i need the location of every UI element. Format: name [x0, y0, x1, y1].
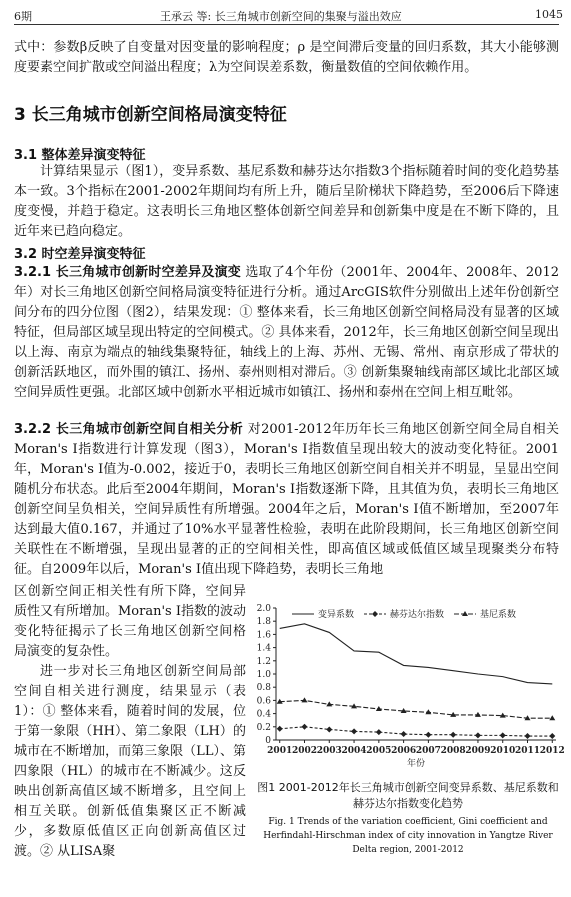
legend-label-2: 赫芬达尔指数 [390, 610, 445, 620]
figure-1-chart [252, 596, 564, 780]
x-tick-label: 2009 [465, 746, 491, 756]
series-point-diamond [326, 726, 332, 732]
page-number: 1045 [535, 8, 563, 21]
y-tick-label: 1.8 [256, 617, 271, 628]
y-tick-label: 1.4 [256, 643, 271, 654]
y-tick-label: 0.4 [256, 709, 271, 720]
y-tick-label: 0.6 [256, 696, 271, 707]
y-tick-label: 0 [265, 736, 271, 746]
x-tick-label: 2006 [391, 746, 417, 756]
series-point-diamond [525, 733, 531, 739]
y-tick-label: 1.6 [256, 630, 271, 641]
section-3-heading: 3 长三角城市创新空间格局演变特征 [14, 105, 287, 125]
series-point-diamond [450, 732, 456, 738]
running-title: 王承云 等: 长三角城市创新空间的集聚与溢出效应 [160, 10, 402, 23]
legend-marker-diamond [372, 611, 378, 617]
figure-1-caption-en: Fig. 1 Trends of the variation coefficient, Gini coefficient and Herfindahl-Hirschman index of city innovation in Yangtze River Delta region, 2001-2012 [263, 817, 553, 855]
section-3-2-1-block [14, 263, 559, 403]
x-tick-label: 2004 [341, 746, 367, 756]
x-tick-label: 2001 [267, 746, 293, 756]
x-tick-label: 2012 [539, 746, 564, 756]
x-tick-label: 2011 [514, 746, 541, 756]
y-tick-label: 2.0 [256, 604, 271, 614]
x-tick-label: 2003 [316, 746, 342, 756]
section-3-2-1-paragraph: 选取了4个年份（2001年、2004年、2008年、2012年）对长三角地区创新空间格局演变特征进行分析。通过ArcGIS软件分别做出上述年份创新空间分布的四分位图（图2），结果发现：① 整体来看，长三角地区创新空间格局没有显著的区域特征，但局部区域呈现出特定的空间模式。② 具体来看，2012年，长三角地区创新空间呈现出以上海、南京为端点的轴线集聚特征，轴线上的上海、苏州、无锡、常州、南京形成了带状的创新活跃地区，而外围的镇江、扬州、泰州则相对滞后。③ 创新集聚轴线南部区域比北部区域空间异质性更强。北部区域中创新水平相近城市如镇江、扬州和泰州在空间上相互毗邻。 [14, 265, 559, 400]
series-point-triangle [376, 706, 382, 711]
series-point-diamond [401, 731, 407, 737]
y-tick-label: 1.0 [256, 670, 271, 680]
series-point-diamond [376, 729, 382, 735]
figure-1-caption-cn: 图1 2001-2012年长三角城市创新空间变异系数、基尼系数和赫芬达尔指数变化趋势 [257, 781, 559, 810]
section-3-2-2-heading: 3.2.2 长三角城市创新空间自相关分析 [14, 422, 244, 437]
header-rule [14, 24, 559, 25]
series-point-diamond [277, 726, 283, 732]
series-point-diamond [425, 732, 431, 738]
section-3-2-heading: 3.2 时空差异演变特征 [14, 247, 146, 262]
series-point-diamond [475, 732, 481, 738]
series-point-diamond [351, 728, 357, 734]
series-line-2 [280, 727, 553, 736]
narrow-paragraph-1: 区创新空间正相关性有所下降，空间异质性又有所增加。Moran's I指数的波动变化特征揭示了长三角地区创新空间格局演变的复杂性。 [14, 584, 246, 659]
y-tick-label: 0.8 [256, 683, 271, 694]
series-line-1 [280, 624, 553, 684]
series-point-triangle [549, 715, 555, 720]
x-tick-label: 2005 [366, 746, 392, 756]
series-point-triangle [326, 701, 332, 706]
legend-label-1: 变异系数 [318, 610, 355, 620]
x-axis-label: 年份 [406, 759, 426, 769]
narrow-paragraph-2: 进一步对长三角地区创新空间局部空间自相关进行测度，结果显示（表1）：① 整体来看，随着时间的发展，位于第一象限（HH）、第二象限（LH）的城市在不断增加，而第三象限（LL）、第四象限（HL）的城市在不断减少。这反映出创新高值区域不断增多，且空间上相互关联。创新低值集聚区正不断减少，多数原低值区正向创新高值区过渡。② 从LISA聚 [14, 664, 246, 859]
series-point-diamond [500, 732, 506, 738]
series-point-diamond [301, 724, 307, 730]
section-3-2-2-block [14, 420, 559, 580]
intro-paragraph: 式中：参数β反映了自变量对因变量的影响程度；ρ 是空间滞后变量的回归系数，其大小能够测度要素空间扩散或空间溢出程度；λ为空间误差系数，衡量数值的空间依赖作用。 [14, 40, 559, 75]
series-point-triangle [301, 697, 307, 702]
legend-label-3: 基尼系数 [480, 610, 517, 620]
section-3-2-2-paragraph: 对2001-2012年历年长三角地区创新空间全局自相关Moran's I指数进行计算发现（图3），Moran's I指数值呈现出较大的波动变化特征。2001年，Moran's I值为-0.002，接近于0，表明长三角地区创新空间自相关并不明显，呈显出空间随机分布状态。此后至2004年期间，Moran's I指数逐渐下降，且其值为负，表明长三角地区创新空间呈负相关，空间异质性有所增强。2004年之后，Moran's I值不断增加，至2007年达到最大值0.167，并通过了10%水平显著性检验，表明在此阶段期间，长三角地区创新空间关联性在不断增强，呈现出显著的正的空间相关性，即高值区域或低值区域呈现聚类分布特征。自2009年以后，Moran's I值出现下降趋势，表明长三角地 [14, 422, 559, 577]
x-tick-label: 2010 [490, 746, 516, 756]
x-tick-label: 2002 [291, 746, 318, 756]
x-tick-label: 2008 [440, 746, 466, 756]
series-point-diamond [549, 733, 555, 739]
x-tick-label: 2007 [415, 746, 441, 756]
series-line-3 [280, 700, 553, 718]
section-3-1-heading: 3.1 整体差异演变特征 [14, 148, 146, 163]
journal-issue: 6期 [14, 10, 32, 23]
section-3-1-paragraph: 计算结果显示（图1），变异系数、基尼系数和赫芬达尔指数3个指标随着时间的变化趋势基本一致。3个指标在2001-2002年期间均有所上升，随后呈阶梯状下降趋势，至2006后下降速度变慢，并趋于稳定。这表明长三角地区整体创新空间差异和创新集中度是在不断下降的，且近年来已趋向稳定。 [14, 164, 559, 239]
section-3-2-1-heading: 3.2.1 长三角城市创新时空差异及演变 [14, 265, 242, 280]
y-tick-label: 1.2 [256, 656, 271, 667]
y-tick-label: 0.2 [256, 722, 271, 733]
